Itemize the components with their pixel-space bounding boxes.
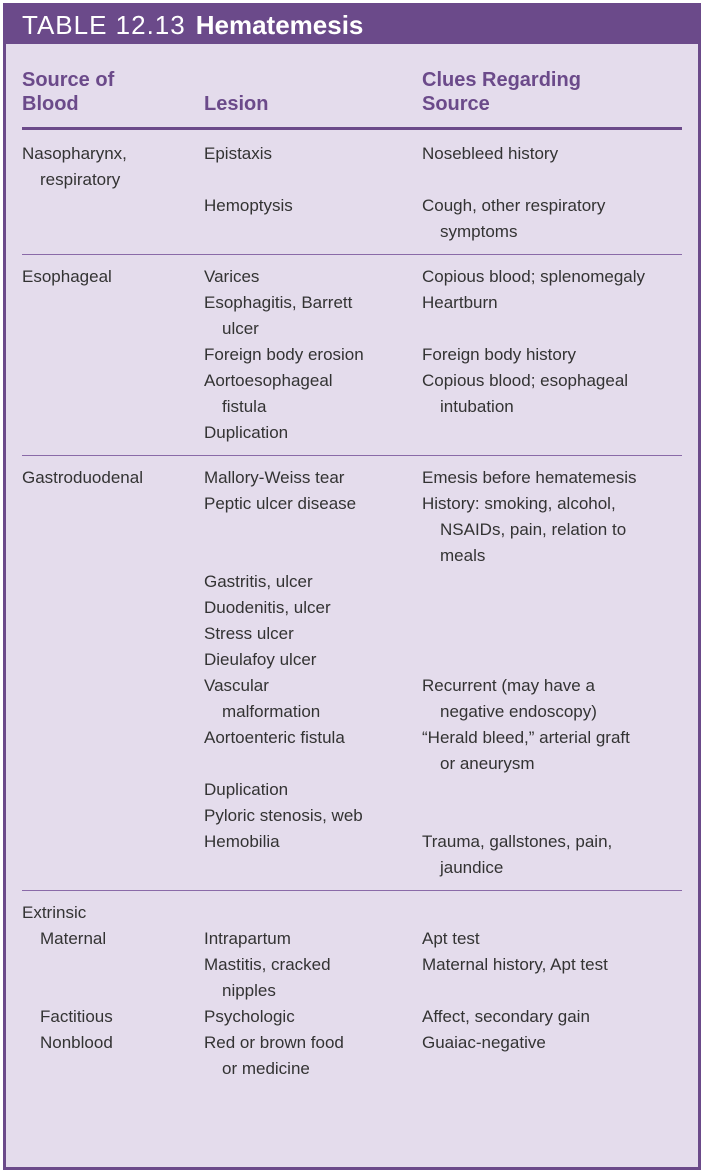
header-lesion: Lesion	[204, 93, 269, 115]
clue-cell: Heartburn	[422, 293, 498, 312]
clue-cell: Foreign body history	[422, 345, 577, 364]
lesion-cell: Hemobilia	[204, 832, 280, 851]
lesion-cell: Duplication	[204, 780, 289, 799]
lesion-cell: Peptic ulcer disease	[204, 494, 357, 513]
lesion-cell: Hemoptysis	[204, 196, 293, 215]
table-frame	[3, 3, 701, 1170]
source-cell: Factitious	[40, 1007, 113, 1026]
table-number: TABLE 12.13	[22, 10, 186, 40]
lesion-cell: Gastritis, ulcer	[204, 572, 313, 591]
source-cell: Maternal	[40, 929, 107, 948]
source-cell: Nonblood	[40, 1033, 113, 1052]
lesion-cell: Esophagitis, Barrett ulcer	[204, 293, 353, 338]
table-title: Hematemesis	[195, 10, 364, 40]
table-group	[22, 456, 682, 891]
clue-cell: Emesis before hematemesis	[422, 468, 637, 487]
clue-cell: Recurrent (may have a negative endoscopy)	[422, 676, 597, 721]
lesion-cell: Red or brown food or medicine	[204, 1033, 344, 1078]
clue-cell: History: smoking, alcohol, NSAIDs, pain, relation to meals	[422, 494, 627, 565]
clue-cell: Copious blood; splenomegaly	[422, 267, 646, 286]
lesion-cell: Duplication	[204, 423, 289, 442]
clue-cell: Guaiac-negative	[422, 1033, 546, 1052]
clue-cell: Maternal history, Apt test	[422, 955, 608, 974]
table-header	[22, 44, 682, 130]
clue-cell: “Herald bleed,” arterial graft or aneurysm	[422, 728, 630, 773]
clue-cell: Cough, other respiratory symptoms	[422, 196, 606, 241]
lesion-cell: Vascular malformation	[204, 676, 321, 721]
lesion-cell: Stress ulcer	[204, 624, 294, 643]
lesion-cell: Duodenitis, ulcer	[204, 598, 331, 617]
clue-cell: Trauma, gallstones, pain, jaundice	[422, 832, 613, 877]
lesion-cell: Intrapartum	[204, 929, 291, 948]
table-title-bar	[6, 6, 698, 44]
clue-cell: Affect, secondary gain	[422, 1007, 590, 1026]
lesion-cell: Aortoesophageal fistula	[204, 371, 333, 416]
table-body	[6, 130, 698, 1091]
clue-cell: Copious blood; esophageal intubation	[422, 371, 629, 416]
source-cell: Nasopharynx, respiratory	[22, 144, 127, 189]
source-cell: Extrinsic	[22, 903, 87, 922]
source-cell: Esophageal	[22, 267, 112, 286]
lesion-cell: Psychologic	[204, 1007, 295, 1026]
lesion-cell: Pyloric stenosis, web	[204, 806, 363, 825]
table-group	[22, 891, 682, 1091]
lesion-cell: Varices	[204, 267, 260, 286]
lesion-cell: Foreign body erosion	[204, 345, 364, 364]
lesion-cell: Mastitis, cracked nipples	[204, 955, 331, 1000]
clue-cell: Apt test	[422, 929, 480, 948]
table-group	[22, 255, 682, 456]
header-clues: Clues Regarding Source	[422, 69, 581, 115]
table-group	[22, 130, 682, 255]
lesion-cell: Mallory-Weiss tear	[204, 468, 345, 487]
source-cell: Gastroduodenal	[22, 468, 143, 487]
lesion-cell: Aortoenteric fistula	[204, 728, 345, 747]
header-source: Source of Blood	[22, 69, 115, 115]
clue-cell: Nosebleed history	[422, 144, 559, 163]
lesion-cell: Dieulafoy ulcer	[204, 650, 317, 669]
lesion-cell: Epistaxis	[204, 144, 273, 163]
